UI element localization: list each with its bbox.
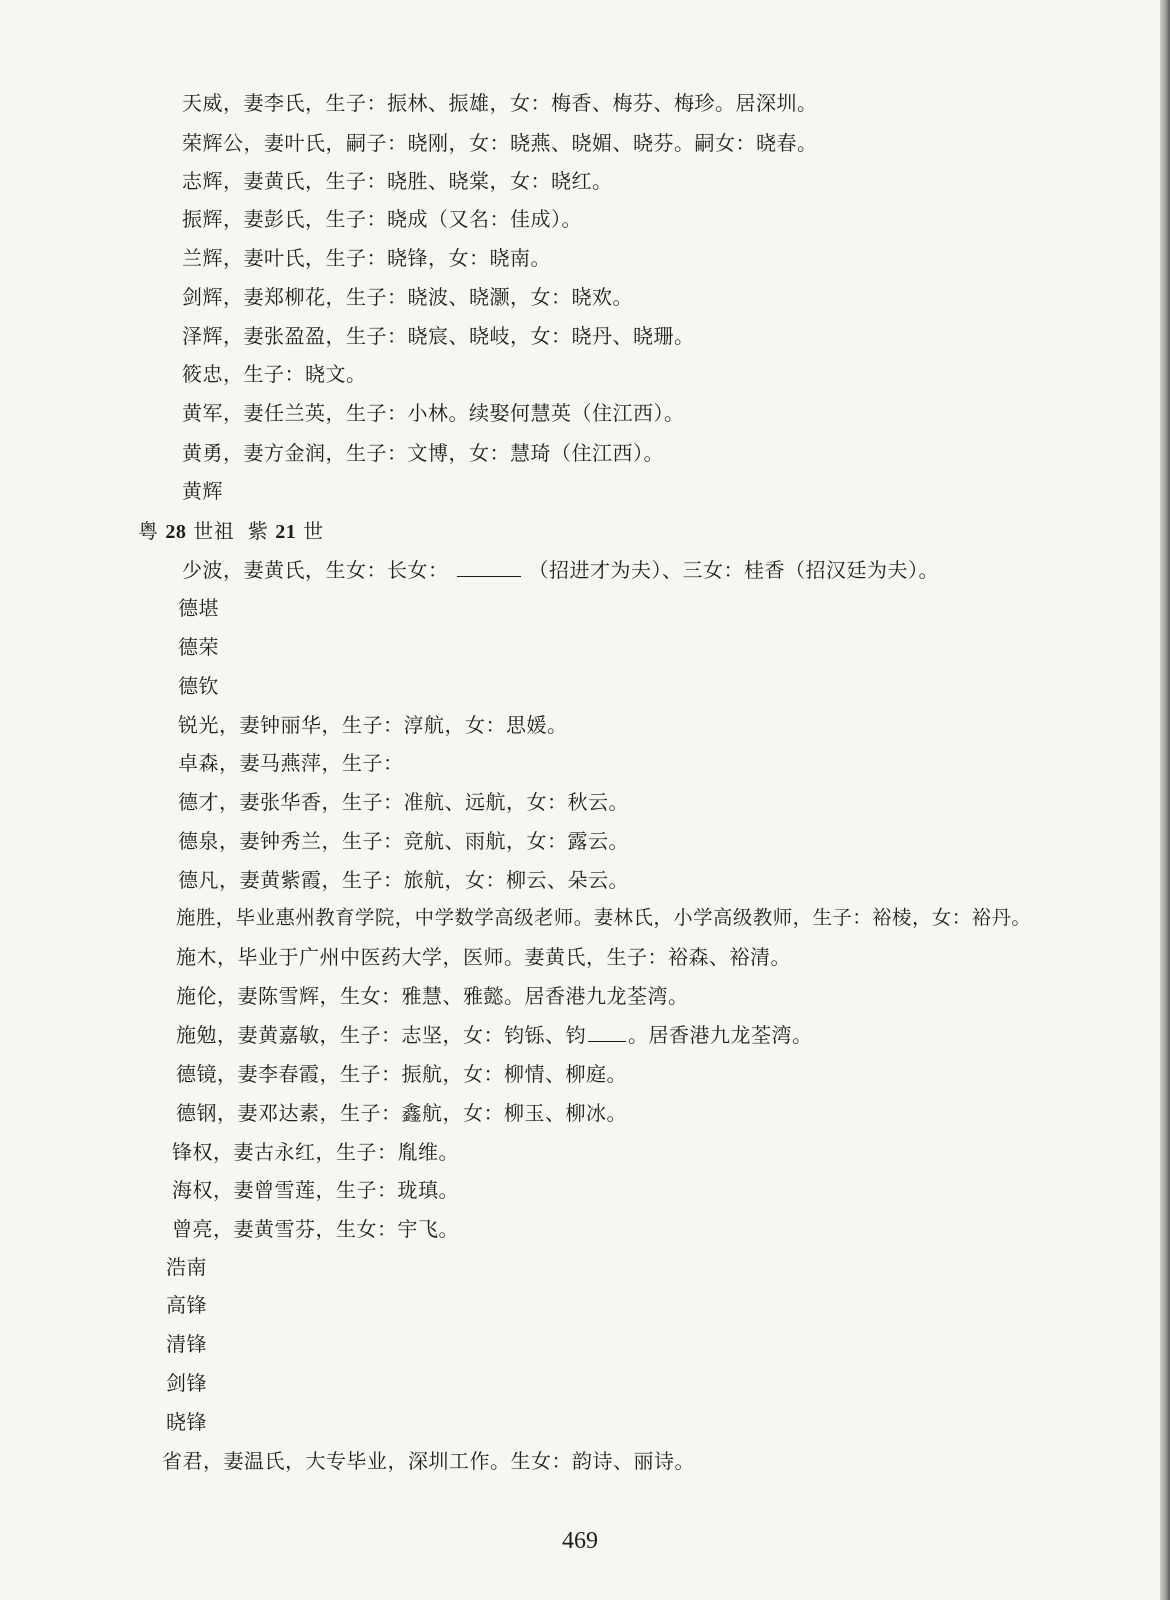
entry-line: 海权，妻曾雪莲，生子：珑瑱。 <box>172 1178 459 1202</box>
generation-heading <box>138 518 324 545</box>
entry-line: 剑锋 <box>166 1371 207 1395</box>
entry-line: 筱忠，生子：晓文。 <box>182 362 367 386</box>
entry-text-after-blank: 。居香港九龙荃湾。 <box>628 1023 813 1047</box>
entry-line: 黄军，妻任兰英，生子：小林。续娶何慧英（住江西）。 <box>182 401 685 425</box>
entry-line-shimian <box>176 1022 813 1048</box>
entry-line: 卓森，妻马燕萍，生子： <box>178 751 404 775</box>
entry-line: 德荣 <box>178 635 219 659</box>
entry-line: 德钢，妻邓达素，生子：鑫航，女：柳玉、柳冰。 <box>176 1101 627 1125</box>
entry-line: 施木，毕业于广州中医药大学，医师。妻黄氏，生子：裕森、裕清。 <box>176 945 791 969</box>
entry-text-after-blank: （招进才为夫）、三女：桂香（招汉廷为夫）。 <box>528 558 939 582</box>
page-number: 469 <box>562 1528 598 1554</box>
blank-underline <box>588 1023 626 1042</box>
entry-line: 施伦，妻陈雪辉，生女：雅慧、雅懿。居香港九龙荃湾。 <box>176 984 689 1008</box>
heading-suffix: 世 <box>303 519 324 543</box>
entry-line: 德才，妻张华香，生子：准航、远航，女：秋云。 <box>178 790 629 814</box>
entry-line: 振辉，妻彭氏，生子：晓成（又名：佳成）。 <box>182 207 582 231</box>
entry-line: 晓锋 <box>166 1410 207 1434</box>
entry-line: 施胜，毕业惠州教育学院，中学数学高级老师。妻林氏，小学高级教师，生子：裕棱，女：裕丹。 <box>176 906 1032 929</box>
heading-number-28: 28 <box>165 521 187 543</box>
heading-mid: 世祖 紫 <box>193 519 269 543</box>
entry-line: 荣辉公，妻叶氏，嗣子：晓刚，女：晓燕、晓媚、晓芬。嗣女：晓春。 <box>182 131 818 155</box>
entry-line: 德泉，妻钟秀兰，生子：竞航、雨航，女：露云。 <box>178 829 629 853</box>
entry-line: 兰辉，妻叶氏，生子：晓锋，女：晓南。 <box>182 246 551 270</box>
entry-line: 剑辉，妻郑柳花，生子：晓波、晓灏，女：晓欢。 <box>182 285 633 309</box>
entry-line: 德镜，妻李春霞，生子：振航，女：柳情、柳庭。 <box>176 1062 627 1086</box>
entry-line: 曾亮，妻黄雪芬，生女：宇飞。 <box>172 1217 459 1241</box>
entry-line: 省君，妻温氏，大专毕业，深圳工作。生女：韵诗、丽诗。 <box>162 1449 695 1473</box>
entry-line: 德堪 <box>178 596 219 620</box>
entry-text-before-blank: 少波，妻黄氏，生女：长女： <box>182 558 449 582</box>
entry-line-shaobo <box>182 557 939 583</box>
entry-line: 锐光，妻钟丽华，生子：淳航，女：思媛。 <box>178 713 568 737</box>
entry-line: 志辉，妻黄氏，生子：晓胜、晓棠，女：晓红。 <box>182 169 613 193</box>
entry-line: 高锋 <box>166 1293 207 1317</box>
scan-edge <box>1160 0 1170 1600</box>
entry-line: 清锋 <box>166 1332 207 1356</box>
entry-line: 浩南 <box>166 1255 207 1279</box>
entry-line: 黄辉 <box>182 479 223 503</box>
entry-text-before-blank: 施勉，妻黄嘉敏，生子：志坚，女：钧铄、钧 <box>176 1023 586 1047</box>
entry-line: 黄勇，妻方金润，生子：文博，女：慧琦（住江西）。 <box>182 441 664 465</box>
heading-prefix: 粤 <box>138 519 159 543</box>
entry-line: 天威，妻李氏，生子：振林、振雄，女：梅香、梅芬、梅珍。居深圳。 <box>182 91 818 115</box>
entry-line: 德凡，妻黄紫霞，生子：旅航，女：柳云、朵云。 <box>178 868 629 892</box>
entry-line: 锋权，妻古永红，生子：胤维。 <box>172 1140 459 1164</box>
blank-underline <box>457 558 521 577</box>
heading-number-21: 21 <box>275 521 297 543</box>
entry-line: 泽辉，妻张盈盈，生子：晓宸、晓岐，女：晓丹、晓珊。 <box>182 324 695 348</box>
entry-line: 德钦 <box>178 674 219 698</box>
